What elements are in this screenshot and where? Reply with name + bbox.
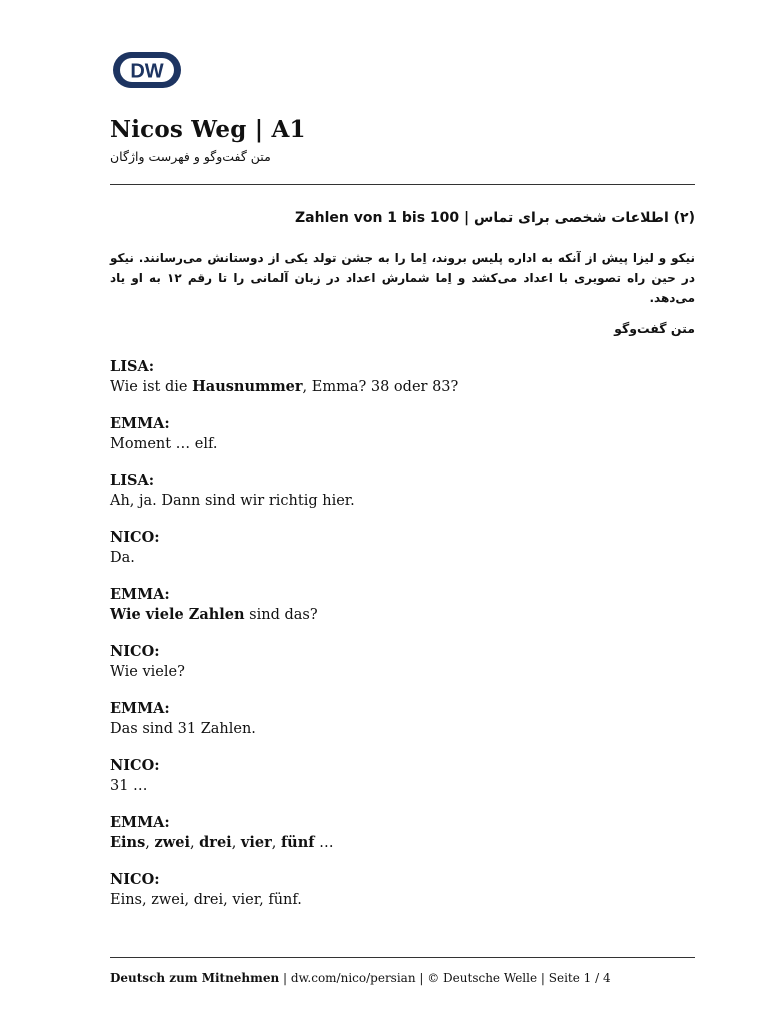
vocab-highlight: Hausnummer [192,378,303,395]
dialogue-turn [110,642,695,682]
dialogue-turn [110,414,695,454]
line-text: 31 … [110,778,148,794]
speaker-name: EMMA: [110,586,170,603]
dialogue-turn [110,870,695,910]
line-text: , [231,835,241,851]
document-subtitle: متن گفت‌وگو و فهرست واژگان [110,149,271,164]
section-intro: نیکو و لیزا پیش از آنکه به اداره پلیس بروند، اِما را به جشن تولد یکی از دوستانش می‌رسانند. نیکو در حین راه تصویری با اعداد می‌کشد و اِما شمارش اعداد در زبان آلمانی را تا رقم ۱۲ به او یاد می‌دهد. [110,251,695,305]
speaker-name: LISA: [110,358,155,375]
speaker-line [110,890,695,910]
dialogue-heading: متن گفت‌وگو [614,321,695,336]
section-heading: (۲) اطلاعات شخصی برای تماس | Zahlen von 1 bis 100 [295,210,695,226]
speaker-line [110,719,695,739]
speaker-line [110,548,695,568]
speaker-line [110,833,695,853]
footer-divider [110,957,695,958]
dialogue-turn [110,471,695,511]
vocab-highlight: vier [240,834,272,851]
footer-info: | dw.com/nico/persian | © Deutsche Welle | Seite 1 / 4 [279,971,611,985]
vocab-highlight: Eins [110,834,146,851]
vocab-highlight: fünf [280,834,315,851]
line-text: , [189,835,200,851]
dialogue-turn [110,756,695,796]
line-text: , [145,835,155,851]
speaker-name: NICO: [110,757,160,774]
dw-logo [112,51,182,89]
dw-logo-text: DW [130,60,164,83]
speaker-name: NICO: [110,643,160,660]
line-text: Eins, zwei, drei, vier, fünf. [110,892,302,908]
line-text: sind das? [244,607,318,623]
speaker-name: EMMA: [110,814,170,831]
line-text: Ah, ja. Dann sind wir richtig hier. [110,493,355,509]
speaker-name: EMMA: [110,700,170,717]
speaker-line [110,377,695,397]
speaker-line [110,434,695,454]
dialogue-turn [110,528,695,568]
speaker-line [110,491,695,511]
speaker-name: NICO: [110,871,160,888]
speaker-name: LISA: [110,472,155,489]
dialogue-turn [110,813,695,853]
line-text: Da. [110,550,135,566]
line-text: Wie viele? [110,664,185,680]
line-text: Das sind 31 Zahlen. [110,721,256,737]
vocab-highlight: zwei [154,834,190,851]
document-title: Nicos Weg | A1 [110,116,306,143]
line-text: … [314,835,334,851]
footer-brand: Deutsch zum Mitnehmen [110,971,280,985]
dialogue-turn [110,699,695,739]
dialogue-transcript [110,357,695,927]
page-footer [110,971,611,985]
line-text: Moment … elf. [110,436,218,452]
speaker-name: EMMA: [110,415,170,432]
speaker-line [110,605,695,625]
vocab-highlight: Wie viele Zahlen [110,606,245,623]
line-text: Wie ist die [110,379,193,395]
speaker-line [110,662,695,682]
speaker-name: NICO: [110,529,160,546]
header-divider [110,184,695,185]
dialogue-turn [110,357,695,397]
vocab-highlight: drei [199,834,232,851]
speaker-line [110,776,695,796]
line-text: , Emma? 38 oder 83? [302,379,459,395]
dialogue-turn [110,585,695,625]
line-text: , [271,835,281,851]
